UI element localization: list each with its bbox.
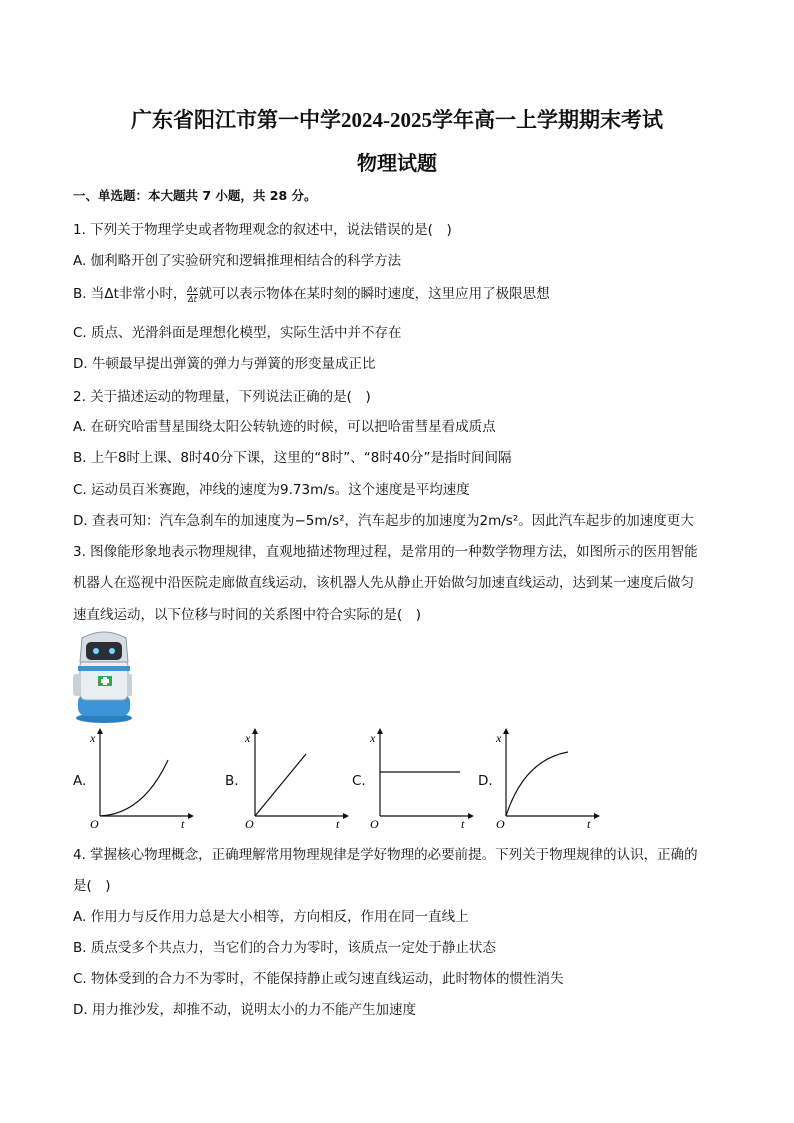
exam-title: 广东省阳江市第一中学2024-2025学年高一上学期期末考试 <box>131 108 663 132</box>
q2-option-a: A. 在研究哈雷彗星围绕太阳公转轨迹的时候，可以把哈雷彗星看成质点 <box>73 419 496 435</box>
q2-option-d: D. 查表可知：汽车急刹车的加速度为−5m/s²，汽车起步的加速度为2m/s²。因此汽车起步的加速度更大 <box>73 513 694 529</box>
graph-a <box>88 728 198 830</box>
q2-option-b: B. 上午8时上课、8时40分下课，这里的“8时”、“8时40分”是指时间间隔 <box>73 450 512 466</box>
q2-stem: 2. 关于描述运动的物理量，下列说法正确的是( ) <box>73 389 371 405</box>
q1-option-b <box>73 282 550 304</box>
curve-saturating <box>506 752 568 816</box>
y-axis-label: x <box>90 731 96 745</box>
graph-b <box>243 728 353 830</box>
section-header: 一、单选题：本大题共 7 小题，共 28 分。 <box>73 188 317 203</box>
x-axis-label: t <box>461 817 465 830</box>
q3-stem-line3: 速直线运动，以下位移与时间的关系图中符合实际的是( ) <box>73 607 422 623</box>
y-axis-label: x <box>370 731 376 745</box>
graph-a-label: A. <box>73 773 87 789</box>
graph-b-label: B. <box>225 773 239 789</box>
q1-option-d: D. 牛顿最早提出弹簧的弹力与弹簧的形变量成正比 <box>73 356 376 372</box>
curve-parabola <box>100 760 168 816</box>
q4-option-a: A. 作用力与反作用力总是大小相等，方向相反，作用在同一直线上 <box>73 909 469 925</box>
q4-stem-line2: 是( ) <box>73 878 111 894</box>
q2-option-c: C. 运动员百米赛跑，冲线的速度为9.73m/s。这个速度是平均速度 <box>73 482 470 498</box>
exam-subtitle: 物理试题 <box>357 153 437 175</box>
q1-option-b-suffix: 就可以表示物体在某时刻的瞬时速度，这里应用了极限思想 <box>198 286 550 302</box>
q4-stem-line1: 4. 掌握核心物理概念，正确理解常用物理规律是学好物理的必要前提。下列关于物理规律的认识，正确的 <box>73 847 698 863</box>
q1-stem: 1. 下列关于物理学史或者物理观念的叙述中，说法错误的是( ) <box>73 222 452 238</box>
robot-illustration <box>72 630 132 724</box>
q4-option-c: C. 物体受到的合力不为零时，不能保持静止或匀速直线运动，此时物体的惯性消失 <box>73 971 564 987</box>
q3-stem-line1: 3. 图像能形象地表示物理规律，直观地描述物理过程，是常用的一种数学物理方法，如图所示的医用智能 <box>73 544 698 560</box>
q4-option-d: D. 用力推沙发，却推不动，说明太小的力不能产生加速度 <box>73 1002 416 1018</box>
q1-option-b-prefix: B. 当Δt非常小时， <box>73 286 187 302</box>
q3-stem-line2: 机器人在巡视中沿医院走廊做直线运动，该机器人先从静止开始做匀加速直线运动，达到某一速度后做匀 <box>73 575 694 591</box>
q1-option-c: C. 质点、光滑斜面是理想化模型，实际生活中并不存在 <box>73 325 402 341</box>
origin-label: O <box>370 817 379 830</box>
origin-label: O <box>90 817 99 830</box>
q1-option-a: A. 伽利略开创了实验研究和逻辑推理相结合的科学方法 <box>73 253 402 269</box>
graph-c <box>368 728 478 830</box>
origin-label: O <box>245 817 254 830</box>
delta-x-over-delta-t <box>187 285 197 304</box>
frac-numerator: Δx <box>187 284 198 294</box>
frac-denominator: Δt <box>188 294 197 304</box>
y-axis-label: x <box>245 731 251 745</box>
x-axis-label: t <box>181 817 185 830</box>
graph-d <box>494 728 604 830</box>
graph-c-label: C. <box>352 773 366 789</box>
graph-d-label: D. <box>478 773 493 789</box>
q4-option-b: B. 质点受多个共点力，当它们的合力为零时，该质点一定处于静止状态 <box>73 940 496 956</box>
curve-straight-line <box>255 754 306 816</box>
y-axis-label: x <box>496 731 502 745</box>
origin-label: O <box>496 817 505 830</box>
x-axis-label: t <box>336 817 340 830</box>
x-axis-label: t <box>587 817 591 830</box>
